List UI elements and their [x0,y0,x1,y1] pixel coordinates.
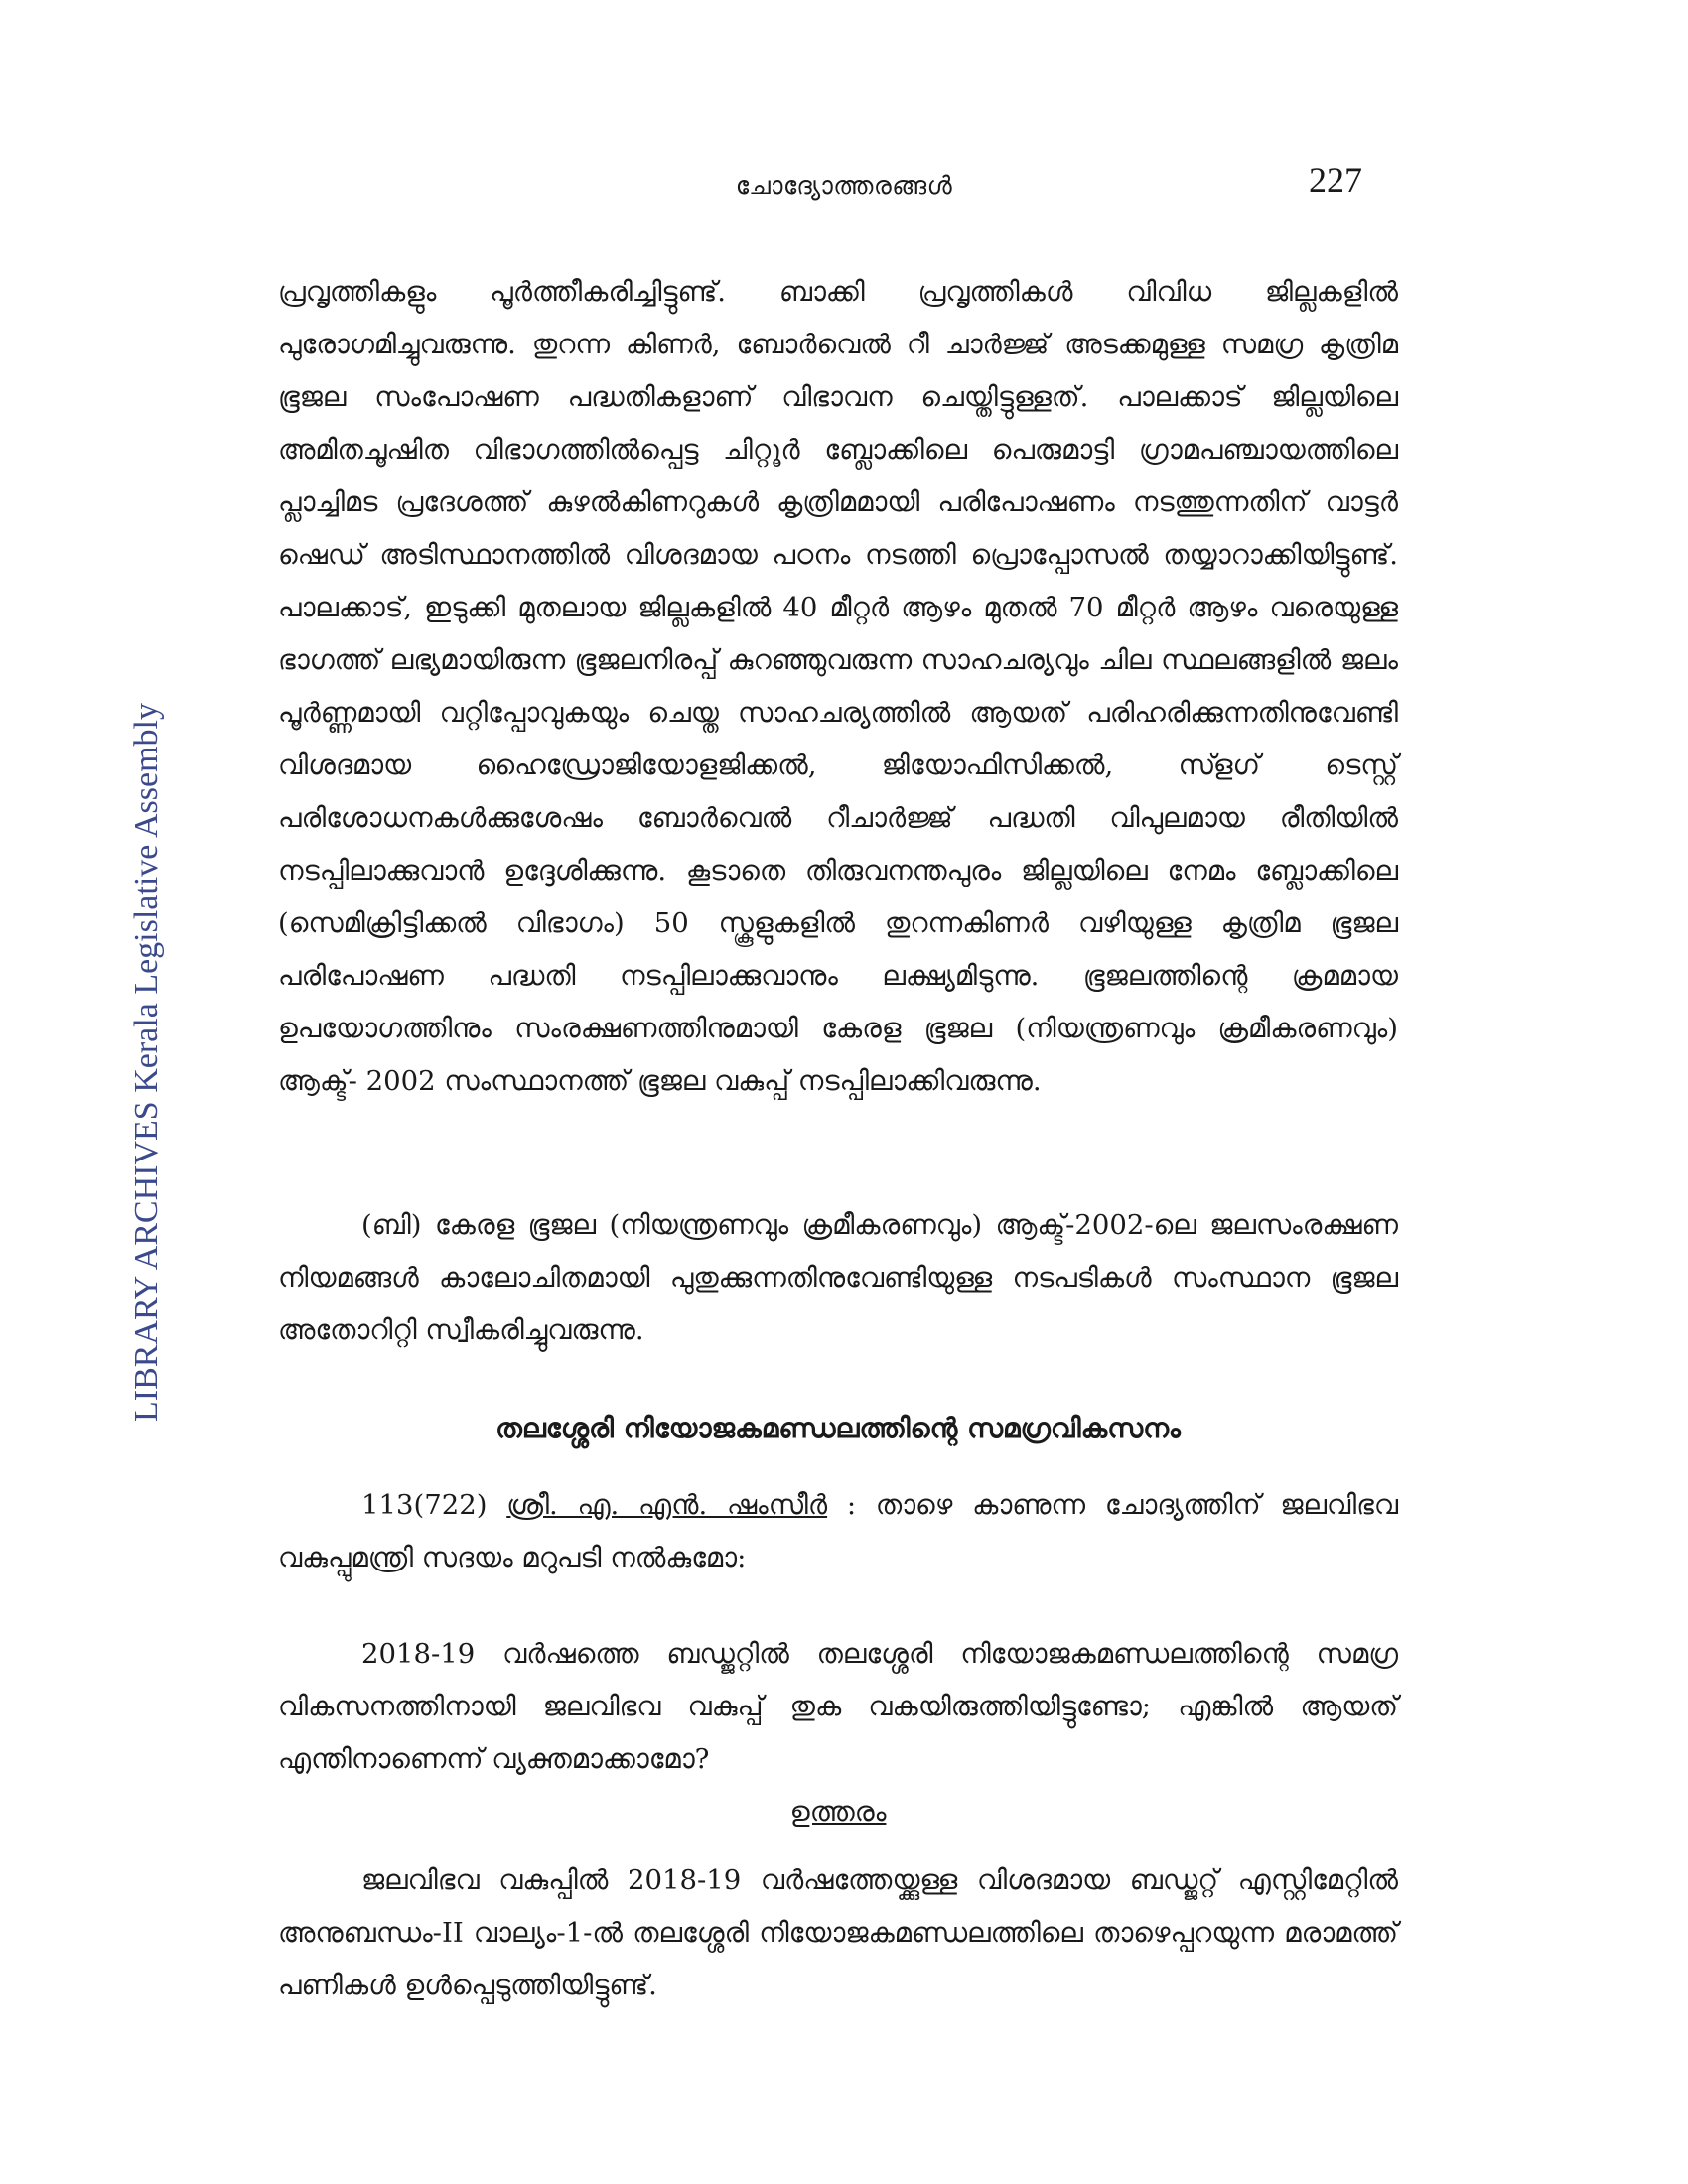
answer-heading: ഉത്തരം [789,1795,887,1828]
answer-paragraph: ജലവിഭവ വകുപ്പിൽ 2018-19 വർഷത്തേയ്ക്കുള്ള വിശദമായ ബഡ്ജറ്റ് എസ്റ്റിമേറ്റിൽ അനുബന്ധം-II വാല്യം-1-ൽ തലശ്ശേരി നിയോജകമണ്ഡലത്തിലെ താഴെപ്പറയുന്ന മരാമത്ത് പണികൾ ഉൾപ്പെടുത്തിയിട്ടുണ്ട്. [278,1864,1398,2001]
answer-b-section [278,1199,1398,1357]
question-section [278,1479,1398,1584]
page-number: 227 [1309,160,1362,200]
answer-b-paragraph: (ബി) കേരള ഭൂജല (നിയന്ത്രണവും ക്രമീകരണവും) ആക്ട്-2002-ലെ ജലസംരക്ഷണ നിയമങ്ങൾ കാലോചിതമായി പുതുക്കുന്നതിനുവേണ്ടിയുള്ള നടപടികൾ സംസ്ഥാന ഭൂജല അതോറിറ്റി സ്വീകരിച്ചുവരുന്നു. [278,1209,1398,1346]
question-body: 2018-19 വർഷത്തെ ബഡ്ജറ്റിൽ തലശ്ശേരി നിയോജകമണ്ഡലത്തിന്റെ സമഗ്ര വികസനത്തിനായി ജലവിഭവ വകുപ്പ് തുക വകയിരുത്തിയിട്ടുണ്ടോ; എങ്കിൽ ആയത് എന്തിനാണെന്ന് വ്യക്തമാക്കാമോ? [278,1638,1398,1775]
question-intro-paragraph [278,1479,1398,1584]
question-body-section [278,1628,1398,1786]
question-title: തലശ്ശേരി നിയോജകമണ്ഡലത്തിന്റെ സമഗ്രവികസനം [495,1412,1181,1444]
answer-continued-section [278,266,1398,1108]
running-title: ചോദ്യോത്തരങ്ങൾ [735,171,953,200]
watermark-text: LIBRARY ARCHIVES Kerala Legislative Assembly [128,703,165,1423]
question-number: 113(722) [361,1489,488,1521]
member-name: ശ്രീ. എ. എൻ. ഷംസീർ [506,1489,828,1521]
answer-section [278,1854,1398,2012]
question-intro: : താഴെ കാണുന്ന ചോദ്യത്തിന് ജലവിഭവ വകുപ്പുമന്ത്രി സദയം മറുപടി നൽകുമോ: [278,1489,1399,1573]
answer-continued-paragraph: പ്രവൃത്തികളും പൂർത്തീകരിച്ചിട്ടുണ്ട്. ബാക്കി പ്രവൃത്തികൾ വിവിധ ജില്ലകളിൽ പുരോഗമിച്ചുവരുന്നു. തുറന്ന കിണർ, ബോർവെൽ റീ ചാർജ്ജ് അടക്കമുള്ള സമഗ്ര കൃത്രിമ ഭൂജല സംപോഷണ പദ്ധതികളാണ് വിഭാവന ചെയ്തിട്ടുള്ളത്. പാലക്കാട് ജില്ലയിലെ അമിതചൂഷിത വിഭാഗത്തിൽപ്പെട്ട ചിറ്റൂർ ബ്ലോക്കിലെ പെരുമാട്ടി ഗ്രാമപഞ്ചായത്തിലെ പ്ലാച്ചിമട പ്രദേശത്ത് കുഴൽകിണറുകൾ കൃത്രിമമായി പരിപോഷണം നടത്തുന്നതിന് വാട്ടർ ഷെഡ് അടിസ്ഥാനത്തിൽ വിശദമായ പഠനം നടത്തി പ്രൊപ്പോസൽ തയ്യാറാക്കിയിട്ടുണ്ട്. പാലക്കാട്, ഇടുക്കി മുതലായ ജില്ലകളിൽ 40 മീറ്റർ ആഴം മുതൽ 70 മീറ്റർ ആഴം വരെയുള്ള ഭാഗത്ത് ലഭ്യമായിരുന്ന ഭൂജലനിരപ്പ് കുറഞ്ഞുവരുന്ന സാഹചര്യവും ചില സ്ഥലങ്ങളിൽ ജലം പൂർണ്ണമായി വറ്റിപ്പോവുകയും ചെയ്ത സാഹചര്യത്തിൽ ആയത് പരിഹരിക്കുന്നതിനുവേണ്ടി വിശദമായ ഹൈഡ്രോജിയോളജിക്കൽ, ജിയോഫിസിക്കൽ, സ്ളഗ് ടെസ്റ്റ് പരിശോധനകൾക്കുശേഷം ബോർവെൽ റീചാർജ്ജ് പദ്ധതി വിപുലമായ രീതിയിൽ നടപ്പിലാക്കുവാൻ ഉദ്ദേശിക്കുന്നു. കൂടാതെ തിരുവനന്തപുരം ജില്ലയിലെ നേമം ബ്ലോക്കിലെ (സെമിക്രിട്ടിക്കൽ വിഭാഗം) 50 സ്കൂളുകളിൽ തുറന്നകിണർ വഴിയുള്ള കൃത്രിമ ഭൂജല പരിപോഷണ പദ്ധതി നടപ്പിലാക്കുവാനും ലക്ഷ്യമിടുന്നു. ഭൂജലത്തിന്റെ ക്രമമായ ഉപയോഗത്തിനും സംരക്ഷണത്തിനുമായി കേരള ഭൂജല (നിയന്ത്രണവും ക്രമീകരണവും) ആക്ട്- 2002 സംസ്ഥാനത്ത് ഭൂജല വകുപ്പ് നടപ്പിലാക്കിവരുന്നു. [278,276,1398,1097]
